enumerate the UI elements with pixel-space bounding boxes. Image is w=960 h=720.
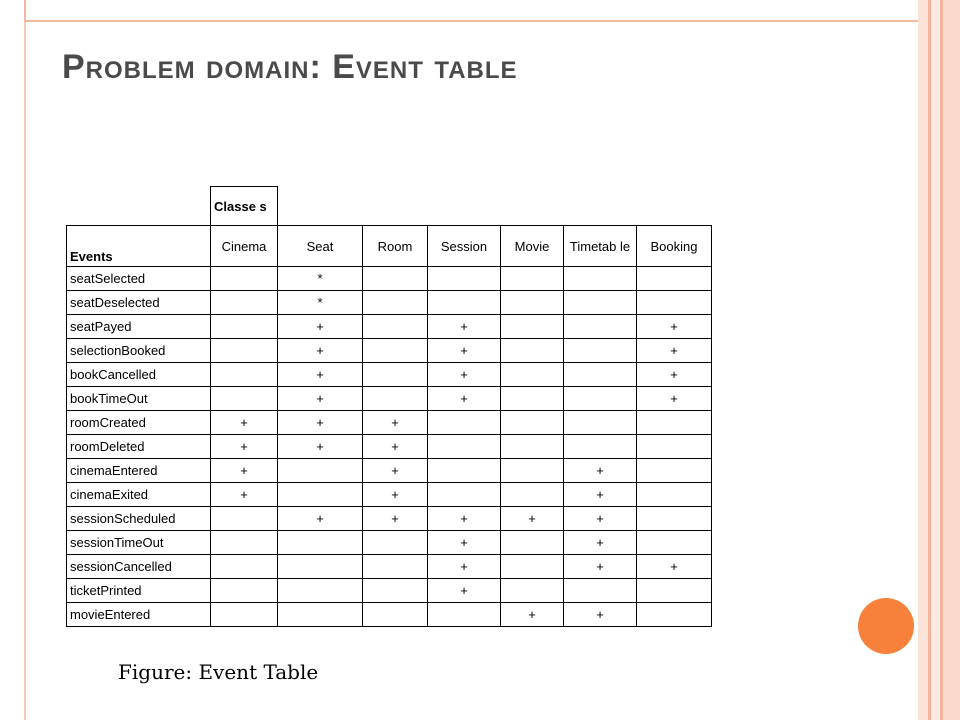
event-class-cell: *	[278, 267, 363, 291]
table-row	[67, 531, 712, 555]
event-class-cell: +	[278, 435, 363, 459]
event-class-cell: +	[211, 411, 278, 435]
table-row	[67, 411, 712, 435]
event-class-cell: +	[637, 555, 712, 579]
event-class-cell: +	[278, 315, 363, 339]
event-class-cell	[501, 579, 564, 603]
event-class-cell	[637, 435, 712, 459]
event-class-cell	[501, 555, 564, 579]
event-class-cell	[363, 555, 428, 579]
event-class-cell: +	[278, 387, 363, 411]
table-row	[67, 459, 712, 483]
event-class-cell	[363, 387, 428, 411]
table-row	[67, 291, 712, 315]
event-class-cell	[211, 339, 278, 363]
event-class-cell: +	[428, 531, 501, 555]
event-class-cell	[564, 435, 637, 459]
event-class-cell: +	[428, 315, 501, 339]
event-class-cell	[501, 315, 564, 339]
event-class-cell	[428, 459, 501, 483]
orange-circle-decoration	[858, 598, 914, 654]
event-class-cell	[637, 411, 712, 435]
table-row	[67, 267, 712, 291]
header-row-columns	[67, 226, 712, 267]
header-empty-span	[278, 187, 712, 226]
event-class-cell	[278, 579, 363, 603]
column-header: Room	[363, 226, 428, 267]
event-class-cell: +	[211, 483, 278, 507]
event-class-cell	[363, 531, 428, 555]
event-class-cell: +	[637, 315, 712, 339]
event-class-cell	[363, 267, 428, 291]
event-class-cell	[211, 603, 278, 627]
event-class-cell	[637, 507, 712, 531]
column-header: Booking	[637, 226, 712, 267]
event-name-cell: sessionCancelled	[67, 555, 211, 579]
table-row	[67, 339, 712, 363]
column-header: Cinema	[211, 226, 278, 267]
event-class-cell	[363, 363, 428, 387]
event-class-cell	[363, 315, 428, 339]
table-row	[67, 555, 712, 579]
event-class-cell: +	[363, 411, 428, 435]
event-class-cell	[637, 579, 712, 603]
event-name-cell: bookCancelled	[67, 363, 211, 387]
event-class-cell	[564, 387, 637, 411]
event-name-cell: sessionTimeOut	[67, 531, 211, 555]
event-class-cell	[278, 555, 363, 579]
event-name-cell: seatDeselected	[67, 291, 211, 315]
event-class-cell	[564, 363, 637, 387]
event-class-cell	[501, 531, 564, 555]
event-class-cell	[428, 603, 501, 627]
event-class-cell	[211, 363, 278, 387]
event-name-cell: seatSelected	[67, 267, 211, 291]
event-name-cell: cinemaExited	[67, 483, 211, 507]
event-class-cell	[428, 267, 501, 291]
event-class-cell	[211, 387, 278, 411]
event-class-cell	[363, 339, 428, 363]
event-class-cell: +	[211, 435, 278, 459]
column-header: Session	[428, 226, 501, 267]
event-class-cell: +	[637, 363, 712, 387]
event-class-cell: +	[428, 363, 501, 387]
event-class-cell	[211, 291, 278, 315]
table-row	[67, 387, 712, 411]
event-class-cell	[637, 483, 712, 507]
frame-top-border	[24, 0, 920, 22]
event-class-cell: +	[564, 531, 637, 555]
event-name-cell: selectionBooked	[67, 339, 211, 363]
event-class-cell: +	[363, 507, 428, 531]
event-class-cell: +	[363, 435, 428, 459]
column-header: Movie	[501, 226, 564, 267]
event-class-cell: +	[278, 507, 363, 531]
event-class-cell: +	[428, 579, 501, 603]
event-class-cell: +	[363, 483, 428, 507]
event-class-cell	[501, 291, 564, 315]
event-class-cell: +	[564, 459, 637, 483]
event-class-cell	[428, 291, 501, 315]
event-name-cell: movieEntered	[67, 603, 211, 627]
event-class-cell	[501, 483, 564, 507]
event-class-cell	[501, 411, 564, 435]
slide-title: Problem domain: Event table	[62, 48, 518, 86]
event-class-cell	[564, 411, 637, 435]
event-class-cell	[211, 267, 278, 291]
event-class-cell	[278, 531, 363, 555]
events-header: Events	[67, 226, 211, 267]
event-class-cell	[363, 579, 428, 603]
event-name-cell: roomDeleted	[67, 435, 211, 459]
event-class-cell	[278, 459, 363, 483]
table-row	[67, 603, 712, 627]
event-class-cell	[637, 291, 712, 315]
event-table	[66, 186, 712, 627]
event-class-cell	[501, 435, 564, 459]
header-row-classes	[67, 187, 712, 226]
column-header: Seat	[278, 226, 363, 267]
event-class-cell	[211, 507, 278, 531]
table-row	[67, 579, 712, 603]
event-name-cell: sessionScheduled	[67, 507, 211, 531]
event-class-cell	[278, 483, 363, 507]
table-row	[67, 507, 712, 531]
event-class-cell	[363, 603, 428, 627]
event-name-cell: seatPayed	[67, 315, 211, 339]
event-class-cell: +	[211, 459, 278, 483]
right-stripe-3	[931, 0, 940, 720]
event-class-cell: +	[637, 339, 712, 363]
event-class-cell	[637, 459, 712, 483]
event-class-cell: +	[363, 459, 428, 483]
event-class-cell: +	[428, 387, 501, 411]
event-class-cell: +	[501, 603, 564, 627]
event-class-cell	[564, 291, 637, 315]
event-class-cell: +	[564, 603, 637, 627]
event-class-cell	[637, 531, 712, 555]
event-class-cell	[428, 411, 501, 435]
event-class-cell	[363, 291, 428, 315]
event-name-cell: roomCreated	[67, 411, 211, 435]
table-row	[67, 315, 712, 339]
table-row	[67, 435, 712, 459]
event-class-cell: +	[564, 555, 637, 579]
event-class-cell: +	[428, 507, 501, 531]
event-class-cell: +	[637, 387, 712, 411]
event-class-cell	[501, 459, 564, 483]
event-class-cell: +	[278, 339, 363, 363]
classes-header: Classe s	[211, 187, 278, 226]
event-class-cell	[564, 267, 637, 291]
table-row	[67, 363, 712, 387]
event-class-cell	[211, 531, 278, 555]
figure-caption: Figure: Event Table	[118, 660, 319, 684]
event-class-cell	[501, 339, 564, 363]
event-table-body	[67, 267, 712, 627]
event-name-cell: bookTimeOut	[67, 387, 211, 411]
event-class-cell	[564, 315, 637, 339]
event-class-cell	[211, 579, 278, 603]
event-class-cell	[428, 435, 501, 459]
event-class-cell	[501, 387, 564, 411]
event-class-cell: +	[564, 483, 637, 507]
event-name-cell: cinemaEntered	[67, 459, 211, 483]
event-class-cell	[278, 603, 363, 627]
frame-left-line	[24, 0, 26, 720]
event-class-cell: +	[501, 507, 564, 531]
event-class-cell	[211, 555, 278, 579]
event-class-cell	[637, 603, 712, 627]
event-class-cell: +	[278, 411, 363, 435]
header-empty-cell	[67, 187, 211, 226]
event-class-cell	[564, 579, 637, 603]
right-stripe-5	[943, 0, 960, 720]
event-class-cell	[211, 315, 278, 339]
event-class-cell	[501, 267, 564, 291]
event-class-cell	[637, 267, 712, 291]
event-class-cell: +	[428, 339, 501, 363]
right-stripe-1	[918, 0, 928, 720]
table-row	[67, 483, 712, 507]
event-class-cell: *	[278, 291, 363, 315]
event-class-cell: +	[428, 555, 501, 579]
event-class-cell: +	[564, 507, 637, 531]
event-class-cell	[501, 363, 564, 387]
event-class-cell	[564, 339, 637, 363]
event-class-cell: +	[278, 363, 363, 387]
event-class-cell	[428, 483, 501, 507]
column-header: Timetab le	[564, 226, 637, 267]
event-name-cell: ticketPrinted	[67, 579, 211, 603]
